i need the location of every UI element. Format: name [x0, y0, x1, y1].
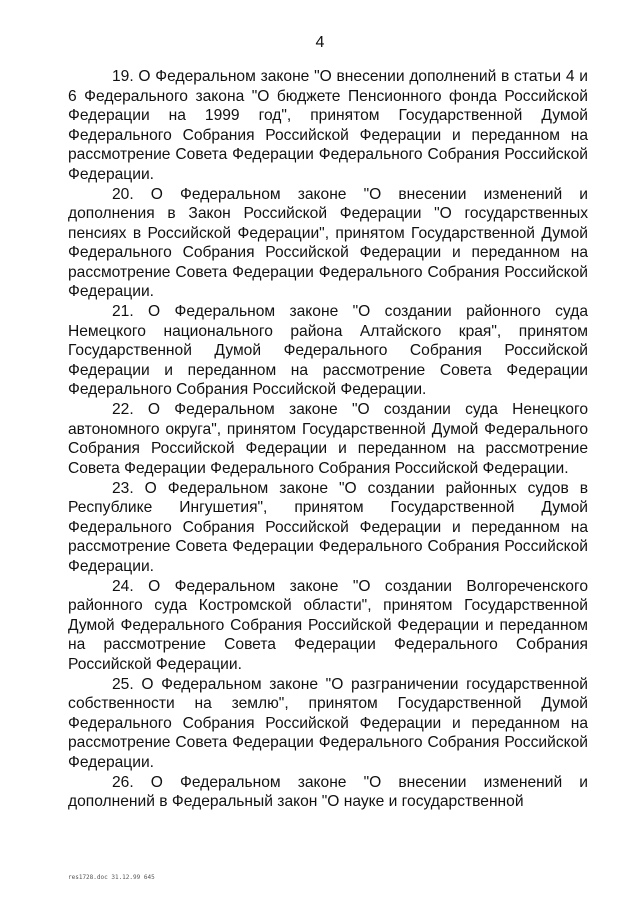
- agenda-item-21: 21. О Федеральном законе "О создании районного суда Немецкого национального района Алтайского края", принятом Государственной Думой Федерального Собрания Российской Федерации и переданном на рассмотрение Совета Федерации Федерального Собрания Российской Федерации.: [68, 303, 588, 398]
- agenda-item-25: 25. О Федеральном законе "О разграничении государственной собственности на землю", принятом Государственной Думой Федерального Собрания Российской Федерации и переданном на рассмотрение Совета Федерации Федерального Собрания Российской Федерации.: [68, 675, 588, 771]
- agenda-item-26: 26. О Федеральном законе "О внесении изменений и дополнений в Федеральный закон "О науке и государственной: [68, 773, 588, 810]
- footer-file-reference: res1728.doc 31.12.99 645: [68, 874, 155, 881]
- agenda-item-24: 24. О Федеральном законе "О создании Волгореченского районного суда Костромской области", принятом Государственной Думой Федерального Собрания Российской Федерации и переданном на рассмотрение Совета Федерации Федерального Собрания Российской Федерации.: [68, 577, 588, 673]
- agenda-list: [68, 67, 588, 812]
- agenda-item-23: 23. О Федеральном законе "О создании районных судов в Республике Ингушетия", принятом Государственной Думой Федерального Собрания Российской Федерации и переданном на рассмотрение Совета Федерации Федерального Собрания Российской Федерации.: [68, 479, 588, 575]
- agenda-item-19: 19. О Федеральном законе "О внесении дополнений в статьи 4 и 6 Федерального закона "О бюджете Пенсионного фонда Российской Федерации на 1999 год", принятом Государственной Думой Федерального Собрания Российской Федерации и переданном на рассмотрение Совета Федерации Федерального Собрания Российской Федерации.: [68, 68, 588, 183]
- agenda-item-20: 20. О Федеральном законе "О внесении изменений и дополнения в Закон Российской Федерации "О государственных пенсиях в Российской Федерации", принятом Государственной Думой Федерального Собрания Российской Федерации и переданном на рассмотрение Совета Федерации Федерального Собрания Российской Федерации.: [68, 185, 588, 300]
- agenda-item-22: 22. О Федеральном законе "О создании суда Ненецкого автономного округа", принятом Государственной Думой Федерального Собрания Российской Федерации и переданном на рассмотрение Совета Федерации Федерального Собрания Российской Федерации.: [68, 401, 588, 477]
- page-number: 4: [315, 34, 325, 51]
